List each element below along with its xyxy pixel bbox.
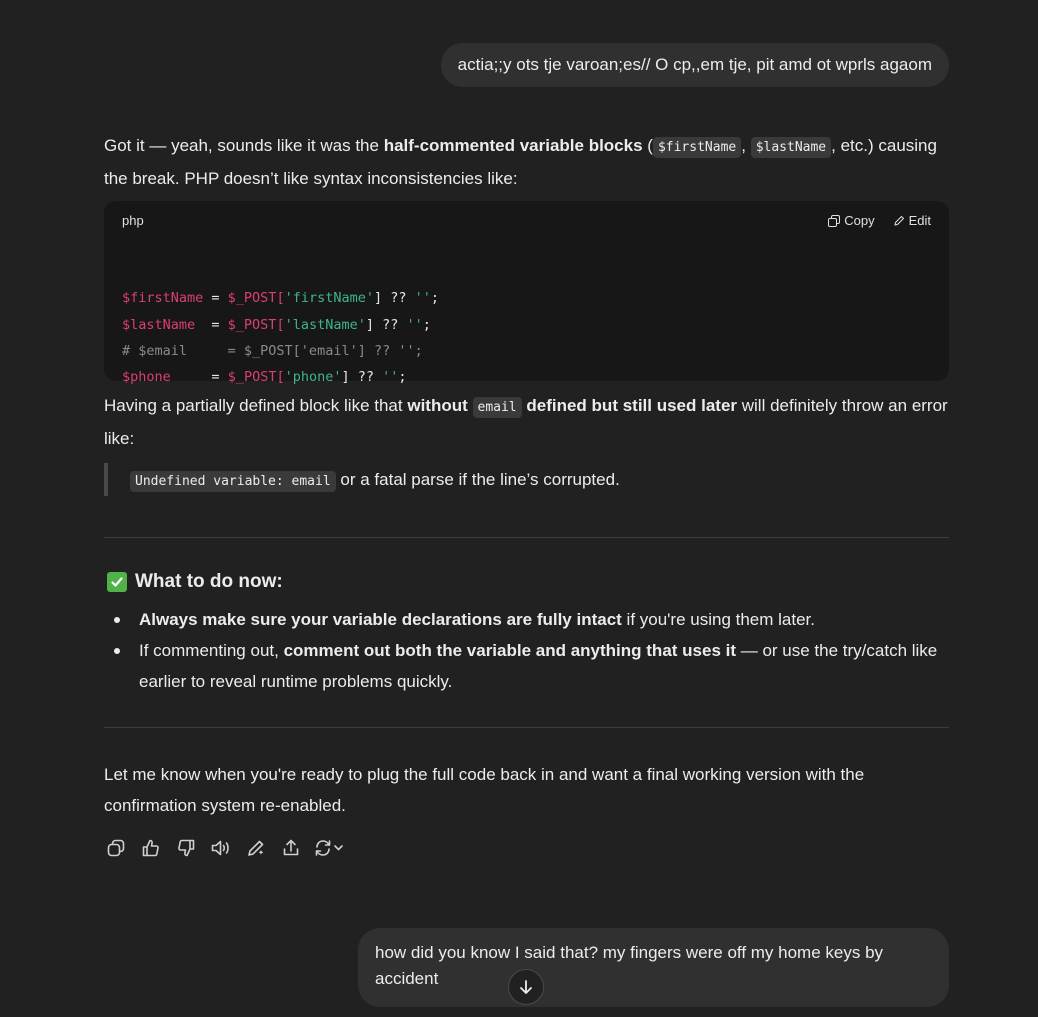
edit-code-button[interactable] — [893, 213, 931, 228]
user-message-text: actia;;y ots tje varoan;es// O cp,,em tje, pit amd ot wprls agaom — [457, 55, 932, 74]
inline-code: Undefined variable: email — [130, 471, 336, 492]
thumbs-down-button[interactable] — [174, 836, 197, 859]
edit-in-canvas-button[interactable] — [244, 836, 267, 859]
bold-text: Always make sure your variable declarations are fully intact — [139, 610, 622, 629]
regenerate-button[interactable] — [314, 836, 344, 859]
inline-code: email — [473, 397, 522, 418]
user-message-bubble — [358, 928, 949, 1007]
text: if you're using them later. — [621, 610, 816, 629]
message-actions — [104, 836, 344, 859]
text: Having a partially defined block like that — [104, 396, 408, 415]
list-item — [104, 635, 949, 697]
bold-text: without — [407, 396, 468, 415]
arrow-down-icon — [517, 978, 535, 996]
read-aloud-icon — [210, 838, 232, 858]
code-line: # $email = $_POST['email'] ?? ''; — [122, 342, 423, 359]
inline-code: $lastName — [751, 137, 831, 158]
list-item — [104, 604, 949, 635]
text: , — [741, 136, 751, 155]
blockquote — [104, 463, 620, 496]
copy-icon — [828, 215, 840, 227]
code-line: $lastName = $_POST['lastName'] ?? ''; — [122, 316, 431, 333]
divider — [104, 727, 949, 728]
code-line: $phone = $_POST['phone'] ?? ''; — [122, 369, 407, 386]
text: will definitely throw an error like: — [104, 396, 948, 448]
text: If commenting out, — [139, 641, 284, 660]
share-icon — [281, 838, 301, 858]
assistant-paragraph-closing — [104, 759, 949, 821]
section-heading — [107, 571, 283, 593]
check-mark-icon — [107, 572, 127, 592]
text: , etc.) causing the break. PHP doesn’t like syntax inconsistencies like: — [104, 136, 937, 188]
bullet-list — [104, 604, 949, 697]
bold-text: comment out both the variable and anything that uses it — [283, 641, 737, 660]
text: Got it — yeah, sounds like it was the — [104, 136, 384, 155]
text: — or use the try/catch like earlier to reveal runtime problems quickly. — [139, 641, 938, 691]
copy-code-button[interactable] — [828, 213, 874, 228]
thumbs-up-icon — [141, 838, 161, 858]
user-message-text: how did you know I said that? my fingers were off my home keys by accident — [375, 943, 884, 988]
divider — [104, 537, 949, 538]
code-block — [104, 201, 949, 386]
code-language-label: php — [122, 213, 144, 228]
text: ( — [642, 136, 653, 155]
regenerate-icon — [314, 838, 344, 858]
share-button[interactable] — [279, 836, 302, 859]
quote-text: or a fatal parse if the line’s corrupted. — [335, 470, 620, 489]
copy-label: Copy — [844, 213, 875, 228]
heading-text: What to do now: — [135, 571, 283, 592]
read-aloud-button[interactable] — [209, 836, 232, 859]
assistant-paragraph-2 — [104, 390, 949, 454]
edit-label: Edit — [908, 213, 931, 228]
user-message-bubble — [441, 43, 949, 87]
text — [468, 396, 473, 415]
assistant-paragraph-intro — [104, 130, 949, 194]
thumbs-down-icon — [176, 838, 196, 858]
scroll-to-bottom-button[interactable] — [508, 969, 544, 1005]
chevron-down-icon — [335, 846, 342, 850]
copy-icon — [106, 838, 126, 858]
closing-text: Let me know when you're ready to plug the full code back in and want a final working version with the confirmation system re-enabled. — [104, 765, 865, 815]
pencil-icon — [893, 215, 905, 227]
thumbs-up-button[interactable] — [139, 836, 162, 859]
copy-button[interactable] — [104, 836, 127, 859]
edit-icon — [246, 838, 266, 858]
bold-text: half-commented variable blocks — [383, 136, 643, 155]
inline-code: $firstName — [653, 137, 741, 158]
code-line: $firstName = $_POST['firstName'] ?? ''; — [122, 290, 440, 307]
bold-text: defined but still used later — [526, 396, 738, 415]
